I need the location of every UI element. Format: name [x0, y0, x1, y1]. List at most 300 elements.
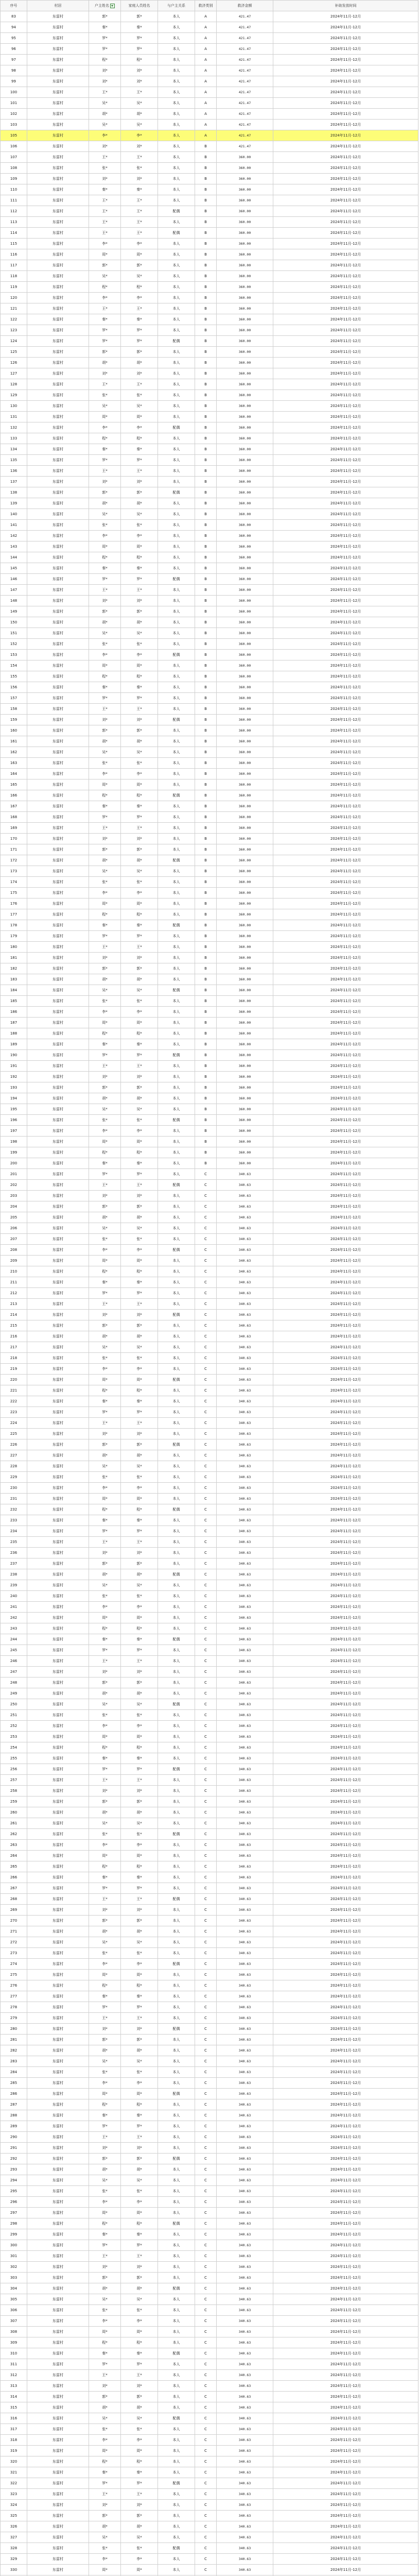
cell-relation[interactable]: 本人: [158, 44, 195, 55]
cell-village[interactable]: 东雷村: [27, 1007, 89, 1018]
cell-member-name[interactable]: 李*: [121, 888, 158, 899]
cell-index[interactable]: 150: [1, 617, 27, 628]
cell-category[interactable]: B: [195, 1028, 217, 1039]
table-row[interactable]: [1, 2327, 418, 2337]
cell-member-name[interactable]: 郭*: [121, 2392, 158, 2402]
table-row[interactable]: [1, 130, 418, 141]
cell-relation[interactable]: 本人: [158, 585, 195, 596]
cell-village[interactable]: 东雷村: [27, 639, 89, 650]
cell-household-head[interactable]: 李*: [89, 888, 121, 899]
table-row[interactable]: [1, 693, 418, 704]
cell-category[interactable]: B: [195, 1007, 217, 1018]
cell-category[interactable]: B: [195, 866, 217, 877]
cell-period[interactable]: 2024年11月-12月: [273, 1266, 418, 1277]
cell-member-name[interactable]: 程*: [121, 2099, 158, 2110]
cell-village[interactable]: 东雷村: [27, 1807, 89, 1818]
cell-village[interactable]: 东雷村: [27, 217, 89, 228]
cell-household-head[interactable]: 吴*: [89, 509, 121, 520]
table-row[interactable]: [1, 1093, 418, 1104]
cell-amount[interactable]: 340.63: [217, 2381, 273, 2392]
cell-index[interactable]: 196: [1, 1115, 27, 1126]
cell-category[interactable]: A: [195, 120, 217, 130]
cell-amount[interactable]: 360.00: [217, 379, 273, 390]
cell-household-head[interactable]: 李*: [89, 2435, 121, 2446]
cell-category[interactable]: B: [195, 1104, 217, 1115]
cell-index[interactable]: 102: [1, 109, 27, 120]
cell-index[interactable]: 107: [1, 152, 27, 163]
cell-relation[interactable]: 本人: [158, 98, 195, 109]
cell-relation[interactable]: 本人: [158, 2110, 195, 2121]
cell-amount[interactable]: 340.63: [217, 1926, 273, 1937]
cell-household-head[interactable]: 郭*: [89, 725, 121, 736]
cell-relation[interactable]: 本人: [158, 1775, 195, 1786]
cell-index[interactable]: 137: [1, 477, 27, 487]
cell-relation[interactable]: 本人: [158, 844, 195, 855]
cell-period[interactable]: 2024年11月-12月: [273, 1526, 418, 1537]
cell-member-name[interactable]: 胡*: [121, 1688, 158, 1699]
cell-amount[interactable]: 340.63: [217, 2294, 273, 2305]
cell-household-head[interactable]: 秦*: [89, 1515, 121, 1526]
cell-member-name[interactable]: 王*: [121, 2370, 158, 2381]
cell-index[interactable]: 288: [1, 2110, 27, 2121]
cell-period[interactable]: 2024年11月-12月: [273, 1688, 418, 1699]
table-row[interactable]: [1, 963, 418, 974]
cell-village[interactable]: 东雷村: [27, 1645, 89, 1656]
table-row[interactable]: [1, 271, 418, 282]
cell-member-name[interactable]: 周*: [121, 2327, 158, 2337]
cell-category[interactable]: C: [195, 1710, 217, 1721]
cell-period[interactable]: 2024年11月-12月: [273, 650, 418, 660]
cell-amount[interactable]: 360.00: [217, 314, 273, 325]
table-row[interactable]: [1, 1147, 418, 1158]
table-row[interactable]: [1, 1699, 418, 1710]
cell-category[interactable]: C: [195, 1786, 217, 1797]
cell-relation[interactable]: 本人: [158, 1223, 195, 1234]
table-row[interactable]: [1, 779, 418, 790]
cell-village[interactable]: 东雷村: [27, 725, 89, 736]
cell-relation[interactable]: 配偶: [158, 1439, 195, 1450]
cell-category[interactable]: A: [195, 130, 217, 141]
cell-category[interactable]: C: [195, 1948, 217, 1959]
cell-amount[interactable]: 340.63: [217, 1645, 273, 1656]
cell-amount[interactable]: 340.63: [217, 1580, 273, 1591]
cell-relation[interactable]: 本人: [158, 2359, 195, 2370]
cell-relation[interactable]: 本人: [158, 2143, 195, 2154]
cell-relation[interactable]: 本人: [158, 1169, 195, 1180]
cell-household-head[interactable]: 郭*: [89, 844, 121, 855]
cell-index[interactable]: 183: [1, 974, 27, 985]
cell-household-head[interactable]: 胡*: [89, 109, 121, 120]
cell-category[interactable]: C: [195, 1548, 217, 1558]
cell-household-head[interactable]: 程*: [89, 1266, 121, 1277]
cell-village[interactable]: 东雷村: [27, 120, 89, 130]
cell-village[interactable]: 东雷村: [27, 1429, 89, 1439]
cell-relation[interactable]: 本人: [158, 779, 195, 790]
cell-index[interactable]: 192: [1, 1072, 27, 1082]
cell-amount[interactable]: 340.63: [217, 2489, 273, 2500]
cell-relation[interactable]: 本人: [158, 1082, 195, 1093]
cell-index[interactable]: 97: [1, 55, 27, 65]
cell-household-head[interactable]: 程*: [89, 1623, 121, 1634]
cell-member-name[interactable]: 周*: [121, 1137, 158, 1147]
cell-category[interactable]: C: [195, 2381, 217, 2392]
cell-member-name[interactable]: 张*: [121, 520, 158, 531]
table-row[interactable]: [1, 487, 418, 498]
cell-village[interactable]: 东雷村: [27, 2413, 89, 2424]
cell-category[interactable]: C: [195, 1667, 217, 1677]
cell-relation[interactable]: 本人: [158, 379, 195, 390]
cell-category[interactable]: C: [195, 2283, 217, 2294]
cell-village[interactable]: 东雷村: [27, 985, 89, 996]
cell-period[interactable]: 2024年11月-12月: [273, 2511, 418, 2521]
cell-period[interactable]: 2024年11月-12月: [273, 1494, 418, 1504]
cell-household-head[interactable]: 李*: [89, 2316, 121, 2327]
table-row[interactable]: [1, 1266, 418, 1277]
table-row[interactable]: [1, 1775, 418, 1786]
cell-relation[interactable]: 本人: [158, 1980, 195, 1991]
cell-member-name[interactable]: 胡*: [121, 1569, 158, 1580]
cell-index[interactable]: 189: [1, 1039, 27, 1050]
cell-village[interactable]: 东雷村: [27, 1050, 89, 1061]
cell-relation[interactable]: 本人: [158, 466, 195, 477]
cell-member-name[interactable]: 王*: [121, 942, 158, 953]
cell-index[interactable]: 140: [1, 509, 27, 520]
cell-index[interactable]: 289: [1, 2121, 27, 2132]
cell-amount[interactable]: 360.00: [217, 758, 273, 769]
cell-relation[interactable]: 本人: [158, 444, 195, 455]
cell-village[interactable]: 东雷村: [27, 563, 89, 574]
table-row[interactable]: [1, 769, 418, 779]
cell-village[interactable]: 东雷村: [27, 942, 89, 953]
cell-amount[interactable]: 360.00: [217, 455, 273, 466]
cell-household-head[interactable]: 郭*: [89, 2154, 121, 2164]
cell-village[interactable]: 东雷村: [27, 541, 89, 552]
cell-period[interactable]: 2024年11月-12月: [273, 55, 418, 65]
cell-amount[interactable]: 340.63: [217, 1807, 273, 1818]
cell-period[interactable]: 2024年11月-12月: [273, 2283, 418, 2294]
cell-household-head[interactable]: 张*: [89, 2543, 121, 2554]
cell-member-name[interactable]: 秦*: [121, 1872, 158, 1883]
cell-period[interactable]: 2024年11月-12月: [273, 834, 418, 844]
cell-relation[interactable]: 本人: [158, 1126, 195, 1137]
cell-category[interactable]: B: [195, 314, 217, 325]
table-row[interactable]: [1, 1115, 418, 1126]
cell-relation[interactable]: 本人: [158, 1591, 195, 1602]
cell-household-head[interactable]: 程*: [89, 671, 121, 682]
cell-amount[interactable]: 340.63: [217, 1699, 273, 1710]
table-row[interactable]: [1, 2078, 418, 2089]
table-row[interactable]: [1, 1461, 418, 1472]
cell-village[interactable]: 东雷村: [27, 1353, 89, 1364]
table-row[interactable]: [1, 152, 418, 163]
cell-amount[interactable]: 360.00: [217, 303, 273, 314]
cell-period[interactable]: 2024年11月-12月: [273, 1320, 418, 1331]
table-row[interactable]: [1, 1364, 418, 1375]
cell-member-name[interactable]: 张*: [121, 1948, 158, 1959]
cell-amount[interactable]: 360.00: [217, 217, 273, 228]
cell-household-head[interactable]: 李*: [89, 769, 121, 779]
cell-period[interactable]: 2024年11月-12月: [273, 2413, 418, 2424]
cell-household-head[interactable]: 郭*: [89, 2273, 121, 2283]
cell-household-head[interactable]: 王*: [89, 1775, 121, 1786]
cell-period[interactable]: 2024年11月-12月: [273, 1504, 418, 1515]
cell-category[interactable]: B: [195, 368, 217, 379]
table-row[interactable]: [1, 2359, 418, 2370]
cell-amount[interactable]: 360.00: [217, 639, 273, 650]
cell-index[interactable]: 173: [1, 866, 27, 877]
cell-relation[interactable]: 配偶: [158, 2478, 195, 2489]
cell-index[interactable]: 130: [1, 401, 27, 412]
cell-period[interactable]: 2024年11月-12月: [273, 1613, 418, 1623]
cell-period[interactable]: 2024年11月-12月: [273, 184, 418, 195]
cell-period[interactable]: 2024年11月-12月: [273, 1894, 418, 1905]
cell-household-head[interactable]: 程*: [89, 1861, 121, 1872]
cell-relation[interactable]: 本人: [158, 2099, 195, 2110]
cell-period[interactable]: 2024年11月-12月: [273, 2197, 418, 2208]
cell-household-head[interactable]: 程*: [89, 1742, 121, 1753]
cell-member-name[interactable]: 刘*: [121, 1905, 158, 1916]
cell-member-name[interactable]: 郭*: [121, 2273, 158, 2283]
cell-amount[interactable]: 360.00: [217, 358, 273, 368]
table-row[interactable]: [1, 985, 418, 996]
cell-relation[interactable]: 配偶: [158, 1504, 195, 1515]
cell-index[interactable]: 264: [1, 1851, 27, 1861]
cell-amount[interactable]: 340.63: [217, 1180, 273, 1191]
cell-village[interactable]: 东雷村: [27, 130, 89, 141]
cell-household-head[interactable]: 周*: [89, 899, 121, 909]
table-row[interactable]: [1, 1861, 418, 1872]
cell-household-head[interactable]: 刘*: [89, 1429, 121, 1439]
cell-member-name[interactable]: 程*: [121, 1504, 158, 1515]
cell-member-name[interactable]: 罗*: [121, 812, 158, 823]
cell-village[interactable]: 东雷村: [27, 2511, 89, 2521]
cell-index[interactable]: 218: [1, 1353, 27, 1364]
cell-relation[interactable]: 配偶: [158, 2024, 195, 2035]
cell-member-name[interactable]: 秦*: [121, 1396, 158, 1407]
cell-household-head[interactable]: 周*: [89, 1018, 121, 1028]
cell-member-name[interactable]: 胡*: [121, 1926, 158, 1937]
cell-household-head[interactable]: 张*: [89, 2424, 121, 2435]
cell-household-head[interactable]: 郭*: [89, 487, 121, 498]
cell-period[interactable]: 2024年11月-12月: [273, 1483, 418, 1494]
cell-household-head[interactable]: 吴*: [89, 1699, 121, 1710]
cell-index[interactable]: 216: [1, 1331, 27, 1342]
cell-index[interactable]: 178: [1, 920, 27, 931]
cell-index[interactable]: 197: [1, 1126, 27, 1137]
cell-relation[interactable]: 配偶: [158, 1829, 195, 1840]
cell-member-name[interactable]: 程*: [121, 1623, 158, 1634]
cell-village[interactable]: 东雷村: [27, 1883, 89, 1894]
cell-household-head[interactable]: 周*: [89, 2089, 121, 2099]
cell-period[interactable]: 2024年11月-12月: [273, 725, 418, 736]
cell-household-head[interactable]: 周*: [89, 1613, 121, 1623]
cell-category[interactable]: C: [195, 1223, 217, 1234]
cell-category[interactable]: A: [195, 109, 217, 120]
cell-village[interactable]: 东雷村: [27, 282, 89, 293]
table-row[interactable]: [1, 920, 418, 931]
cell-period[interactable]: 2024年11月-12月: [273, 520, 418, 531]
cell-relation[interactable]: 本人: [158, 303, 195, 314]
cell-index[interactable]: 158: [1, 704, 27, 715]
cell-category[interactable]: B: [195, 379, 217, 390]
cell-village[interactable]: 东雷村: [27, 1061, 89, 1072]
cell-index[interactable]: 315: [1, 2402, 27, 2413]
cell-period[interactable]: 2024年11月-12月: [273, 2424, 418, 2435]
cell-amount[interactable]: 340.63: [217, 1721, 273, 1732]
cell-relation[interactable]: 本人: [158, 76, 195, 87]
cell-member-name[interactable]: 吴*: [121, 98, 158, 109]
cell-amount[interactable]: 340.63: [217, 1526, 273, 1537]
cell-village[interactable]: 东雷村: [27, 228, 89, 239]
table-row[interactable]: [1, 2186, 418, 2197]
cell-relation[interactable]: 本人: [158, 671, 195, 682]
cell-household-head[interactable]: 程*: [89, 2337, 121, 2348]
table-row[interactable]: [1, 2013, 418, 2024]
cell-category[interactable]: C: [195, 1905, 217, 1916]
cell-index[interactable]: 120: [1, 293, 27, 303]
cell-village[interactable]: 东雷村: [27, 2099, 89, 2110]
cell-member-name[interactable]: 吴*: [121, 1461, 158, 1472]
cell-household-head[interactable]: 吴*: [89, 2532, 121, 2543]
table-row[interactable]: [1, 1656, 418, 1667]
cell-member-name[interactable]: 周*: [121, 2089, 158, 2099]
cell-amount[interactable]: 340.63: [217, 1537, 273, 1548]
cell-amount[interactable]: 360.00: [217, 477, 273, 487]
cell-amount[interactable]: 360.00: [217, 812, 273, 823]
cell-village[interactable]: 东雷村: [27, 574, 89, 585]
cell-period[interactable]: 2024年11月-12月: [273, 1050, 418, 1061]
cell-period[interactable]: 2024年11月-12月: [273, 11, 418, 22]
cell-household-head[interactable]: 张*: [89, 390, 121, 401]
cell-relation[interactable]: 本人: [158, 1623, 195, 1634]
cell-member-name[interactable]: 郭*: [121, 2035, 158, 2045]
cell-village[interactable]: 东雷村: [27, 2467, 89, 2478]
cell-category[interactable]: B: [195, 1082, 217, 1093]
cell-village[interactable]: 东雷村: [27, 996, 89, 1007]
cell-category[interactable]: A: [195, 22, 217, 33]
cell-member-name[interactable]: 秦*: [121, 1277, 158, 1288]
cell-category[interactable]: B: [195, 563, 217, 574]
cell-village[interactable]: 东雷村: [27, 1201, 89, 1212]
cell-household-head[interactable]: 罗*: [89, 336, 121, 347]
cell-period[interactable]: 2024年11月-12月: [273, 1407, 418, 1418]
cell-amount[interactable]: 340.63: [217, 1191, 273, 1201]
cell-household-head[interactable]: 秦*: [89, 314, 121, 325]
cell-relation[interactable]: 本人: [158, 2402, 195, 2413]
cell-amount[interactable]: 340.63: [217, 1450, 273, 1461]
cell-period[interactable]: 2024年11月-12月: [273, 1461, 418, 1472]
cell-period[interactable]: 2024年11月-12月: [273, 314, 418, 325]
table-row[interactable]: [1, 44, 418, 55]
cell-category[interactable]: C: [195, 2089, 217, 2099]
cell-household-head[interactable]: 王*: [89, 1180, 121, 1191]
cell-amount[interactable]: 421.47: [217, 44, 273, 55]
cell-amount[interactable]: 340.63: [217, 2424, 273, 2435]
cell-member-name[interactable]: 李*: [121, 1245, 158, 1256]
cell-village[interactable]: 东雷村: [27, 2197, 89, 2208]
cell-village[interactable]: 东雷村: [27, 1396, 89, 1407]
cell-period[interactable]: 2024年11月-12月: [273, 1591, 418, 1602]
cell-index[interactable]: 319: [1, 2446, 27, 2456]
cell-amount[interactable]: 340.63: [217, 2045, 273, 2056]
cell-amount[interactable]: 340.63: [217, 1667, 273, 1677]
cell-period[interactable]: 2024年11月-12月: [273, 1764, 418, 1775]
cell-relation[interactable]: 本人: [158, 693, 195, 704]
cell-household-head[interactable]: 胡*: [89, 855, 121, 866]
cell-amount[interactable]: 340.63: [217, 1732, 273, 1742]
cell-index[interactable]: 268: [1, 1894, 27, 1905]
cell-category[interactable]: B: [195, 899, 217, 909]
cell-relation[interactable]: 本人: [158, 455, 195, 466]
cell-category[interactable]: B: [195, 347, 217, 358]
cell-period[interactable]: 2024年11月-12月: [273, 1472, 418, 1483]
table-row[interactable]: [1, 725, 418, 736]
cell-household-head[interactable]: 周*: [89, 1494, 121, 1504]
cell-member-name[interactable]: 周*: [121, 2208, 158, 2218]
cell-relation[interactable]: 本人: [158, 477, 195, 487]
cell-member-name[interactable]: 郭*: [121, 1320, 158, 1331]
cell-period[interactable]: 2024年11月-12月: [273, 844, 418, 855]
cell-category[interactable]: B: [195, 271, 217, 282]
cell-member-name[interactable]: 刘*: [121, 953, 158, 963]
cell-category[interactable]: C: [195, 2229, 217, 2240]
cell-village[interactable]: 东雷村: [27, 336, 89, 347]
cell-village[interactable]: 东雷村: [27, 1526, 89, 1537]
cell-index[interactable]: 310: [1, 2348, 27, 2359]
cell-period[interactable]: 2024年11月-12月: [273, 2078, 418, 2089]
cell-household-head[interactable]: 周*: [89, 1970, 121, 1980]
cell-relation[interactable]: 本人: [158, 239, 195, 249]
cell-household-head[interactable]: 李*: [89, 2197, 121, 2208]
table-row[interactable]: [1, 671, 418, 682]
cell-relation[interactable]: 本人: [158, 758, 195, 769]
cell-index[interactable]: 323: [1, 2489, 27, 2500]
table-row[interactable]: [1, 812, 418, 823]
table-row[interactable]: [1, 1375, 418, 1385]
cell-household-head[interactable]: 李*: [89, 1602, 121, 1613]
cell-index[interactable]: 234: [1, 1526, 27, 1537]
cell-household-head[interactable]: 周*: [89, 1256, 121, 1266]
cell-amount[interactable]: 340.63: [217, 1742, 273, 1753]
cell-household-head[interactable]: 吴*: [89, 985, 121, 996]
cell-index[interactable]: 212: [1, 1288, 27, 1299]
cell-relation[interactable]: 本人: [158, 1580, 195, 1591]
cell-member-name[interactable]: 王*: [121, 1180, 158, 1191]
cell-category[interactable]: C: [195, 1375, 217, 1385]
cell-relation[interactable]: 本人: [158, 2532, 195, 2543]
cell-village[interactable]: 东雷村: [27, 1959, 89, 1970]
cell-member-name[interactable]: 刘*: [121, 1191, 158, 1201]
cell-index[interactable]: 210: [1, 1266, 27, 1277]
cell-category[interactable]: B: [195, 1126, 217, 1137]
cell-relation[interactable]: 本人: [158, 401, 195, 412]
cell-index[interactable]: 308: [1, 2327, 27, 2337]
cell-index[interactable]: 258: [1, 1786, 27, 1797]
cell-index[interactable]: 117: [1, 260, 27, 271]
cell-village[interactable]: 东雷村: [27, 1082, 89, 1093]
table-row[interactable]: [1, 942, 418, 953]
cell-period[interactable]: 2024年11月-12月: [273, 2456, 418, 2467]
cell-amount[interactable]: 340.63: [217, 2316, 273, 2327]
cell-period[interactable]: 2024年11月-12月: [273, 1007, 418, 1018]
cell-household-head[interactable]: 秦*: [89, 2467, 121, 2478]
cell-household-head[interactable]: 吴*: [89, 747, 121, 758]
cell-category[interactable]: B: [195, 823, 217, 834]
cell-relation[interactable]: 本人: [158, 2262, 195, 2273]
cell-period[interactable]: 2024年11月-12月: [273, 1926, 418, 1937]
cell-member-name[interactable]: 张*: [121, 1472, 158, 1483]
cell-relation[interactable]: 本人: [158, 2521, 195, 2532]
